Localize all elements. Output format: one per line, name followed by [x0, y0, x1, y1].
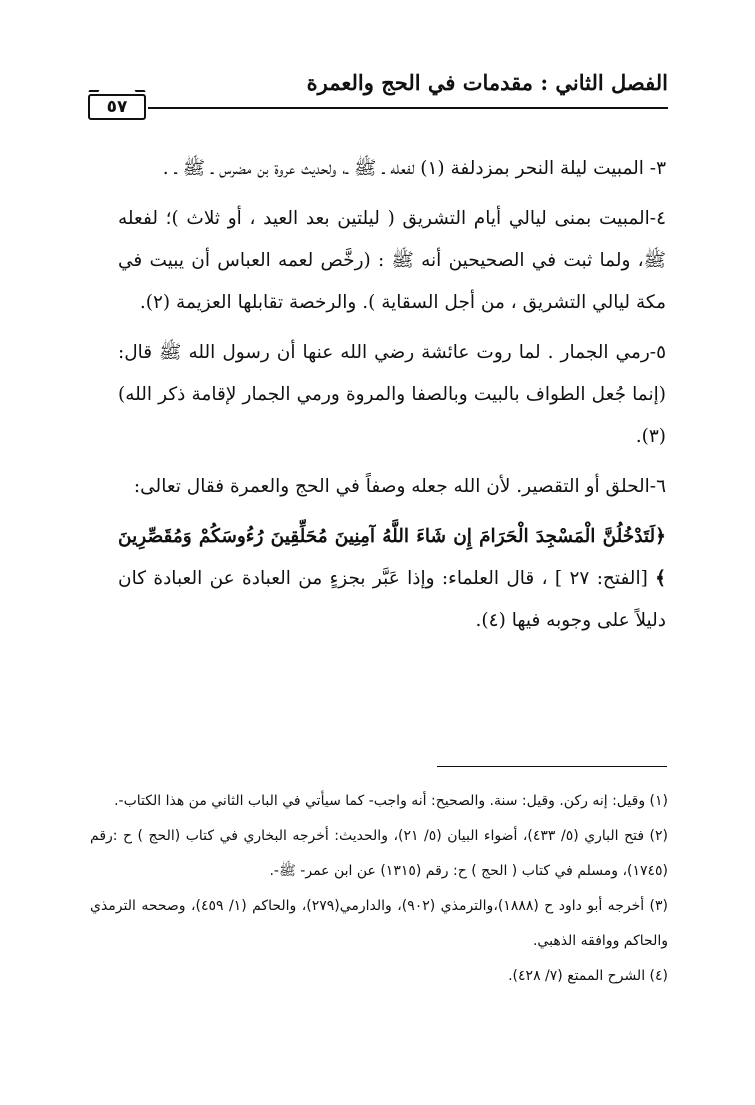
page-number: ٥٧: [88, 94, 146, 120]
footnote-2: (٢) فتح الباري (٥/ ٤٣٣)، أضواء البيان (٥/ ٢١)، والحديث: أخرجه البخاري في كتاب (الحج ) ح :رقم (١٧٤٥)، ومسلم في كتاب ( الحج ) ح: رقم (١٣١٥) عن ابن عمر- ﷺ-.: [90, 828, 668, 879]
footnote-divider: [437, 766, 667, 767]
paragraph-3: ٥-رمي الجمار . لما روت عائشة رضي الله عنها أن رسول الله ﷺ قال: (إنما جُعل الطواف بالبيت وبالصفا والمروة ورمي الجمار لإقامة ذكر الله)(٣).: [118, 342, 666, 447]
main-text: [118, 148, 666, 650]
paragraph-4: ٦-الحلق أو التقصير. لأن الله جعله وصفاً في الحج والعمرة فقال تعالى:: [133, 476, 666, 497]
paragraph-5-text: [الفتح: ٢٧ ] ، قال العلماء: وإذا عَبَّر بجزءٍ من العبادة عن العبادة كان دليلاً على وجوبه فيها (٤).: [118, 568, 666, 631]
chapter-title: الفصل الثاني : مقدمات في الحج والعمرة: [306, 70, 668, 95]
paragraph-5: [118, 516, 666, 642]
page-header: [88, 62, 668, 124]
quran-verse: ﴿لَتَدْخُلُنَّ الْمَسْجِدَ الْحَرَامَ إِن شَاءَ اللَّهُ آمِنِينَ مُحَلِّقِينَ رُءُوسَكُمْ وَمُقَصِّرِينَ ﴾: [118, 526, 666, 589]
paragraph-1: ٣- المبيت ليلة النحر بمزدلفة (١) لفعله ـ ﷺ ـ، ولحديث عروة بن مضرس ـ ﷺ ـ .: [162, 158, 666, 179]
paragraph-2: ٤-المبيت بمنى ليالي أيام التشريق ( ليلتين بعد العيد ، أو ثلاث )؛ لفعله ﷺ، ولما ثبت في الصحيحين أنه ﷺ : (رخَّص لعمه العباس أن يبيت في مكة ليالي التشريق ، من أجل السقاية ). والرخصة تقابلها العزيمة (٢).: [118, 208, 666, 313]
header-rule: [148, 107, 668, 109]
footnote-1: (١) وقيل: إنه ركن. وقيل: سنة. والصحيح: أنه واجب- كما سيأتي في الباب الثاني من هذا الكتاب-.: [114, 793, 668, 809]
footnotes: [90, 784, 668, 994]
footnote-3: (٣) أخرجه أبو داود ح (١٨٨٨)،والترمذي (٩٠٢)، والدارمي(٢٧٩)، والحاكم (١/ ٤٥٩)، وصححه الترمذي والحاكم ووافقه الذهبي.: [90, 898, 668, 949]
footnote-4: (٤) الشرح الممتع (٧/ ٤٢٨).: [508, 968, 668, 984]
